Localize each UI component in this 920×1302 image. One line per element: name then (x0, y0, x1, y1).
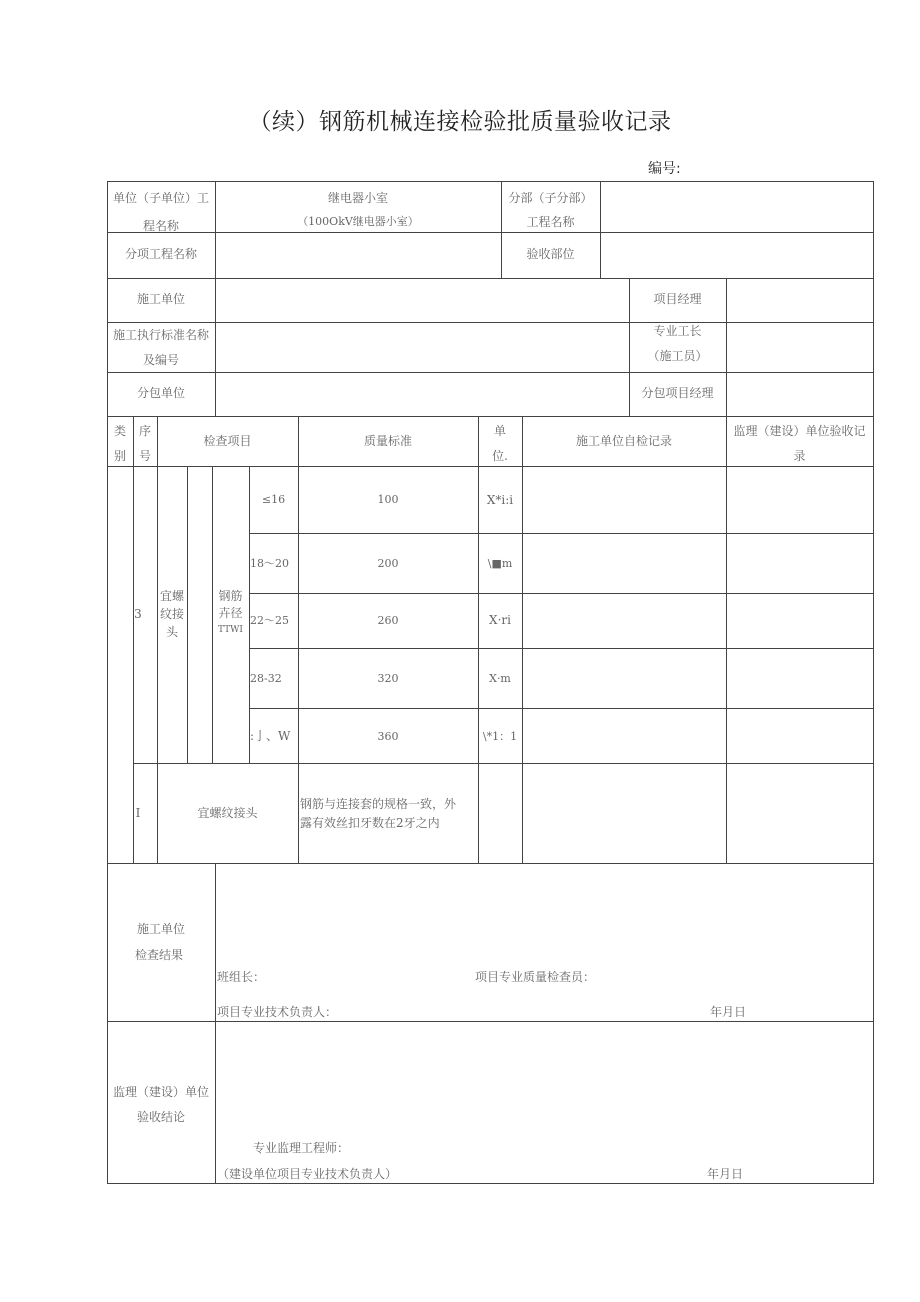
col-line (522, 416, 523, 864)
col-seq-2: 号 (138, 449, 151, 463)
row-line (249, 648, 874, 649)
item-seq: 3 (134, 607, 142, 621)
unit-project-value-2: （100OkV继电器小室） (297, 215, 419, 228)
item-seq: I (135, 806, 141, 820)
team-leader-label: 班组长： (217, 970, 266, 984)
col-line (157, 416, 158, 864)
diameter-range: 22～25 (250, 614, 289, 627)
standard-value: 200 (377, 557, 399, 570)
col-self-check: 施工单位自检记录 (575, 434, 672, 448)
table-border-top (107, 181, 874, 182)
unit-value: \*1：1 (482, 730, 518, 743)
standard-label: 施工执行标准名称 (112, 328, 209, 342)
col-line (600, 181, 601, 279)
supervising-engineer-label: 专业监理工程师： (253, 1141, 350, 1155)
diameter-range: ≤16 (261, 493, 286, 506)
col-category: 类 (113, 424, 126, 438)
unit-project-value: 继电器小室 (327, 191, 388, 205)
subcontract-label: 分包单位 (136, 386, 185, 400)
supervisor-date-label: 年月日 (707, 1167, 744, 1181)
unit-value: \■m (487, 557, 513, 570)
row-line (133, 763, 874, 764)
col-quality-standard: 质量标准 (363, 434, 412, 448)
item-name: 宜螺纹接头 (197, 806, 258, 820)
row-line (107, 863, 874, 864)
foreman-label-2: （施工员） (647, 349, 708, 363)
unit-project-label: 单位（子单位）工 (112, 191, 209, 205)
doc-number-label: 编号: (648, 161, 681, 177)
page-title: （续）钢筋机械连接检验批质量验收记录 (248, 109, 672, 135)
standard-value: 100 (377, 493, 399, 506)
col-line (726, 416, 727, 864)
accept-part-label: 验收部位 (526, 247, 575, 261)
col-unit: 单 (493, 424, 506, 438)
row-line (107, 466, 874, 467)
construct-unit-label: 施工单位 (136, 292, 185, 306)
standard-value: 360 (377, 730, 399, 743)
division-label: 分部（子分部） (508, 191, 593, 205)
foreman-label: 专业工长 (653, 324, 702, 338)
col-line (133, 416, 134, 864)
row-line (107, 278, 874, 279)
col-supervisor-2: 录 (793, 449, 806, 463)
sub-pm-label: 分包项目经理 (641, 386, 714, 400)
owner-tech-label: （建设单位项目专业技术负责人） (217, 1167, 398, 1181)
item-name-3: 头 (165, 625, 178, 639)
row-line (249, 708, 874, 709)
unit-value: X·ri (489, 613, 511, 627)
item-name: 宜螺 (159, 589, 184, 603)
project-manager-label: 项目经理 (653, 292, 702, 306)
item-standard: 钢筋与连接套的规格一致，外 (300, 797, 457, 811)
diameter-range: 18～20 (250, 557, 289, 570)
col-line (298, 416, 299, 864)
construct-date-label: 年月日 (710, 1005, 747, 1019)
col-unit-2: 位. (492, 449, 508, 463)
row-line (107, 232, 874, 233)
subitem-label: 分项工程名称 (124, 247, 197, 261)
col-check-item: 检查项目 (203, 434, 252, 448)
table-border-right (873, 181, 874, 1184)
quality-inspector-label: 项目专业质量检查员： (475, 970, 596, 984)
standard-value: 320 (377, 672, 399, 685)
col-line (478, 416, 479, 864)
unit-project-label-2: 程名称 (142, 219, 179, 233)
item-standard-2: 露有效丝扣牙数在2牙之内 (300, 816, 440, 830)
col-line (215, 863, 216, 1184)
item-subname-3: TTWI (218, 625, 243, 635)
row-line (107, 322, 874, 323)
diameter-range: :亅、W (250, 729, 291, 743)
standard-label-2: 及编号 (142, 353, 179, 367)
construct-result-label: 施工单位 (136, 922, 185, 936)
division-label-2: 工程名称 (526, 215, 575, 229)
item-subname: 钢筋 (218, 589, 243, 603)
row-line (249, 593, 874, 594)
col-supervisor: 监理（建设）单位验收记 (733, 424, 866, 438)
row-line (107, 1021, 874, 1022)
col-category-2: 别 (113, 449, 126, 463)
tech-lead-label: 项目专业技术负责人： (217, 1005, 338, 1019)
row-line (107, 416, 874, 417)
supervisor-result-label: 监理（建设）单位 (112, 1085, 209, 1099)
standard-value: 260 (377, 614, 399, 627)
col-seq: 序 (138, 424, 151, 438)
construct-result-label-2: 检查结果 (134, 948, 183, 962)
item-name-2: 纹接 (159, 607, 184, 621)
col-line (726, 278, 727, 417)
table-border-bottom (107, 1183, 874, 1184)
row-line (107, 372, 874, 373)
diameter-range: 28-32 (250, 672, 282, 685)
unit-value: X*i:i (486, 493, 514, 507)
unit-value: X·m (489, 672, 511, 685)
row-line (249, 533, 874, 534)
supervisor-result-label-2: 验收结论 (136, 1110, 185, 1124)
col-line (187, 466, 188, 764)
item-subname-2: 卉径 (218, 606, 243, 620)
